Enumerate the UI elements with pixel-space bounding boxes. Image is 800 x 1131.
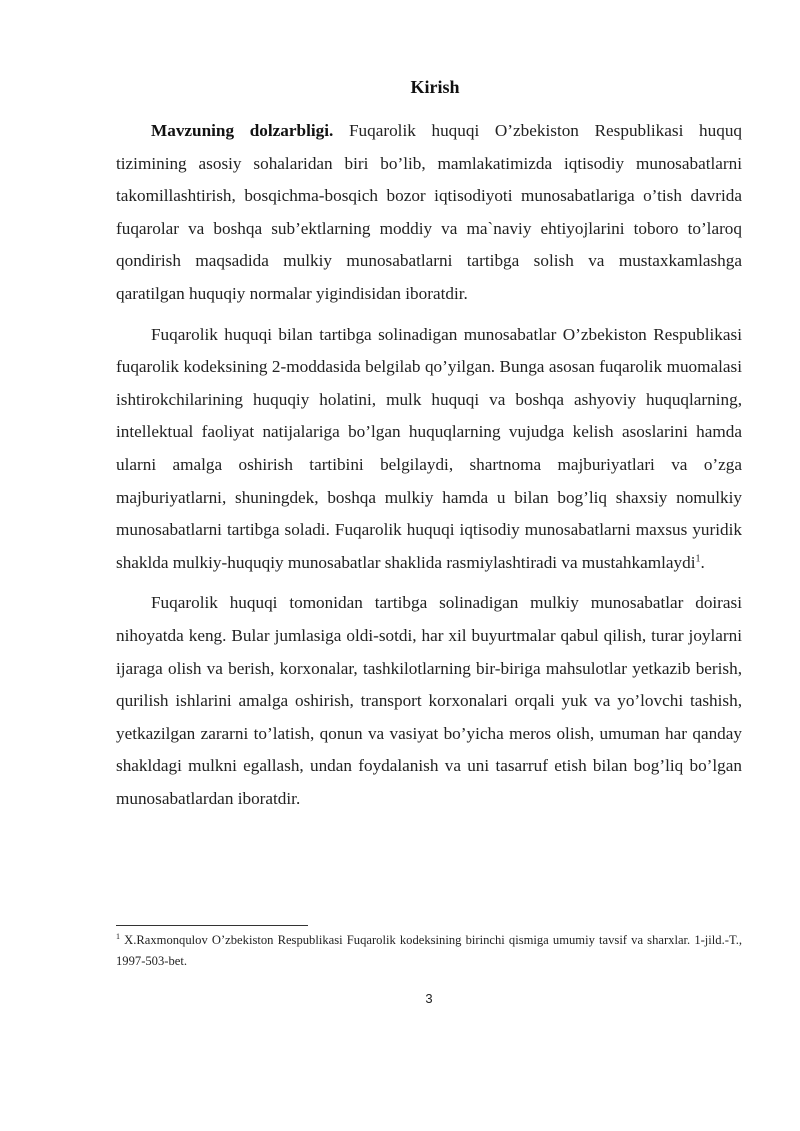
page-number: 3 [425, 991, 433, 1006]
paragraph-1 [116, 115, 742, 311]
paragraph-text: Fuqarolik huquqi O’zbekiston Respublikasi huquq tizimining asosiy sohalaridan biri bo’lib, mamlakatimizda iqtisodiy munosabatlarni takomillashtirish, bosqichma-bosqich bozor iqtisodiyoti munosabatlariga o’tish davrida fuqarolar va boshqa sub’ektlarning moddiy va ma`naviy ehtiyojlarini toboro to’laroq qondirish maqsadida mulkiy munosabatlarni tartibga solish va mustaxkamlashga qaratilgan huquqiy normalar yigindisidan iboratdir. [116, 121, 743, 303]
paragraph-2 [116, 319, 742, 580]
footnote-marker: 1 [116, 931, 120, 941]
footnote-text: X.Raxmonqulov O’zbekiston Respublikasi Fuqarolik kodeksining birinchi qismiga umumiy tavsif va sharxlar. 1-jild.-T., 1997-503-bet. [116, 933, 742, 968]
section-heading: Kirish [410, 77, 460, 97]
paragraph-tail: . [700, 552, 705, 572]
paragraph-3 [116, 587, 742, 815]
paragraph-text: Fuqarolik huquqi bilan tartibga solinadigan munosabatlar O’zbekiston Respublikasi fuqarolik kodeksining 2-moddasida belgilab qo’yilgan. Bunga asosan fuqarolik muomalasi ishtirokchilarining huquqiy holatini, mulk huquqi va boshqa ashyoviy huquqlarning, intellektual faoliyat natijalariga bo’lgan huquqlarning vujudga kelish asoslarini hamda ularni amalga oshirish tartibini belgilaydi, shartnoma majburiyatlari va o’zga majburiyatlarni, shuningdek, boshqa mulkiy hamda u bilan bog’liq shaxsiy nomulkiy munosabatlarni tartibga soladi. Fuqarolik huquqi iqtisodiy munosabatlarni maxsus yuridik shaklda mulkiy-huquqiy munosabatlar shaklida rasmiylashtiradi va mustahkamlaydi [116, 324, 742, 572]
paragraph-text: Fuqarolik huquqi tomonidan tartibga solinadigan mulkiy munosabatlar doirasi nihoyatda keng. Bular jumlasiga oldi-sotdi, har xil buyurtmalar qabul qilish, turar joylarni ijaraga olish va berish, korxonalar, tashkilotlarning bir-biriga mahsulotlar yetkazib berish, qurilish ishlarini amalga oshirish, transport korxonalari orqali yuk va yo’lovchi tashish, yetkazilgan zararni to’latish, qonun va vasiyat bo’yicha meros olish, umuman har qanday shakldagi mulkni egallash, undan foydalanish va uni tasarruf etish bilan bog’liq bo’lgan munosabatlardan iboratdir. [116, 593, 742, 808]
footnote-reference[interactable]: 1 [695, 552, 701, 564]
footnote [116, 930, 742, 972]
paragraph-lead: Mavzuning dolzarbligi. [151, 121, 334, 140]
body-text [116, 115, 742, 823]
footnote-separator [116, 925, 308, 926]
